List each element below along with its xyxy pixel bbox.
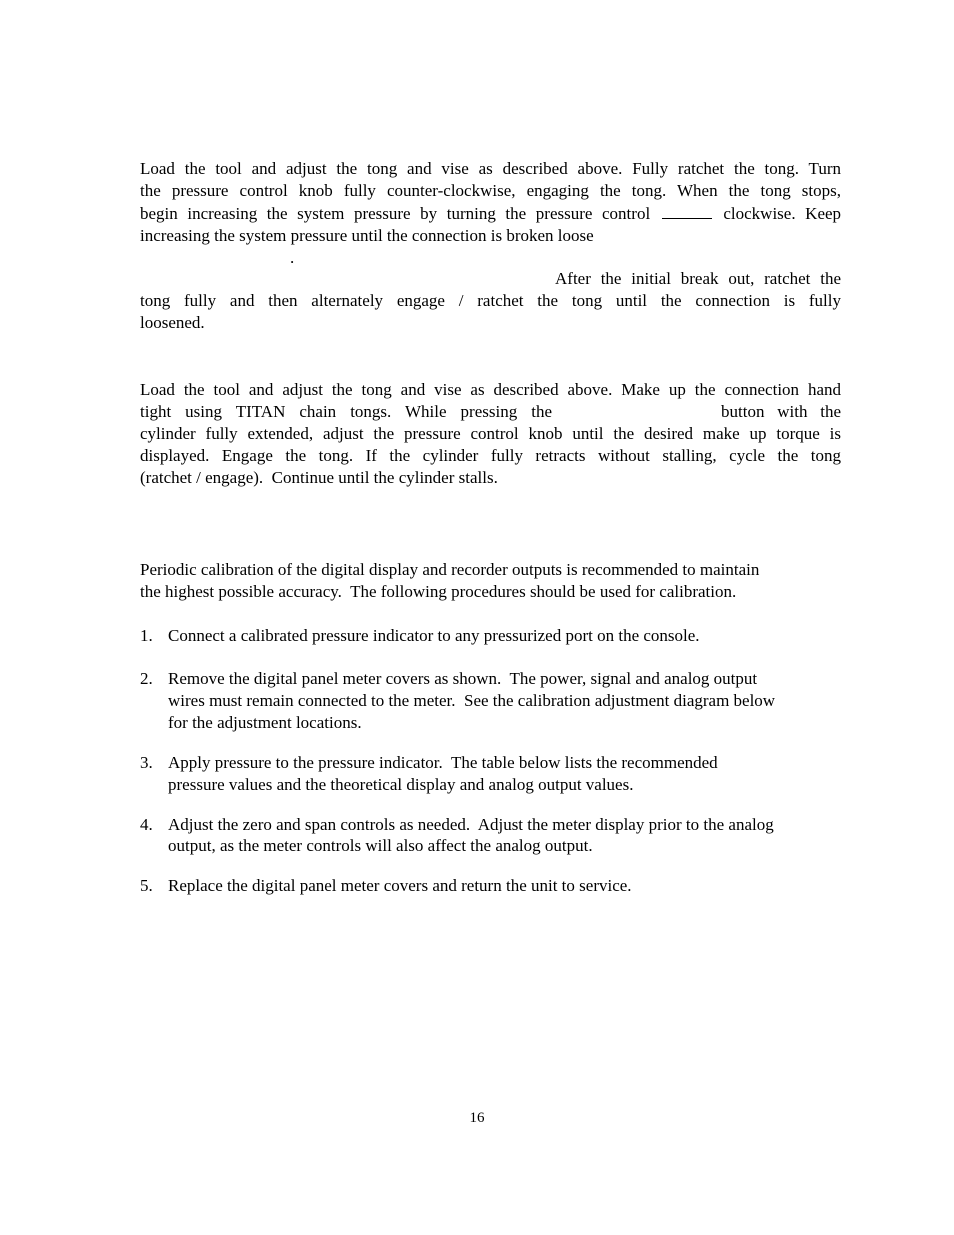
calibration-intro-2: the highest possible accuracy. The following procedures should be used for calibration. <box>140 582 737 601</box>
makeup-line-2-end: button with the <box>721 402 841 421</box>
makeup-line-1: Load the tool and adjust the tong and vise as described above. Make up the connection hand <box>140 380 841 399</box>
step-text: Connect a calibrated pressure indicator to any pressurized port on the console. <box>168 626 700 645</box>
breakout-line-1: Load the tool and adjust the tong and vise as described above. Fully ratchet the tong. Turn <box>140 159 841 178</box>
page-number: 16 <box>469 1110 485 1126</box>
step-text: Apply pressure to the pressure indicator. The table below lists the recommended <box>168 753 718 772</box>
step-text: for the adjustment locations. <box>168 713 362 732</box>
makeup-line-5: (ratchet / engage). Continue until the cylinder stalls. <box>140 468 498 487</box>
makeup-line-3: cylinder fully extended, adjust the pressure control knob until the desired make up torque is <box>140 424 841 443</box>
step-number: 1. <box>140 626 153 645</box>
step-text: Remove the digital panel meter covers as shown. The power, signal and analog output <box>168 669 758 688</box>
step-text: Adjust the zero and span controls as needed. Adjust the meter display prior to the analog <box>168 815 774 834</box>
step-text: pressure values and the theoretical display and analog output values. <box>168 775 634 794</box>
breakout-line-4: increasing the system pressure until the connection is broken loose <box>140 226 594 245</box>
step-number: 3. <box>140 753 153 772</box>
breakout-line-3-start: begin increasing the system pressure by turning the pressure control <box>140 204 651 223</box>
step-text: Replace the digital panel meter covers and return the unit to service. <box>168 876 632 895</box>
step-text: output, as the meter controls will also affect the analog output. <box>168 836 593 855</box>
step-number: 4. <box>140 815 153 834</box>
makeup-line-4: displayed. Engage the tong. If the cylinder fully retracts without stalling, cycle the tong <box>140 446 841 465</box>
calibration-intro-1: Periodic calibration of the digital display and recorder outputs is recommended to maintain <box>140 560 760 579</box>
underline-blank <box>662 202 712 219</box>
step-text: wires must remain connected to the meter. See the calibration adjustment diagram below <box>168 691 776 710</box>
breakout-line-5: . <box>290 248 295 267</box>
breakout-line-6: After the initial break out, ratchet the <box>555 269 841 288</box>
makeup-line-2-start: tight using TITAN chain tongs. While pressing the <box>140 402 552 421</box>
breakout-line-2: the pressure control knob fully counter-clockwise, engaging the tong. When the tong stops, <box>140 181 841 200</box>
breakout-line-8: loosened. <box>140 313 205 332</box>
step-number: 5. <box>140 876 153 895</box>
breakout-line-3-end: clockwise. Keep <box>723 204 841 223</box>
breakout-line-7: tong fully and then alternately engage / ratchet the tong until the connection is fully <box>140 291 841 310</box>
step-number: 2. <box>140 669 153 688</box>
breakout-line-3 <box>140 202 841 224</box>
